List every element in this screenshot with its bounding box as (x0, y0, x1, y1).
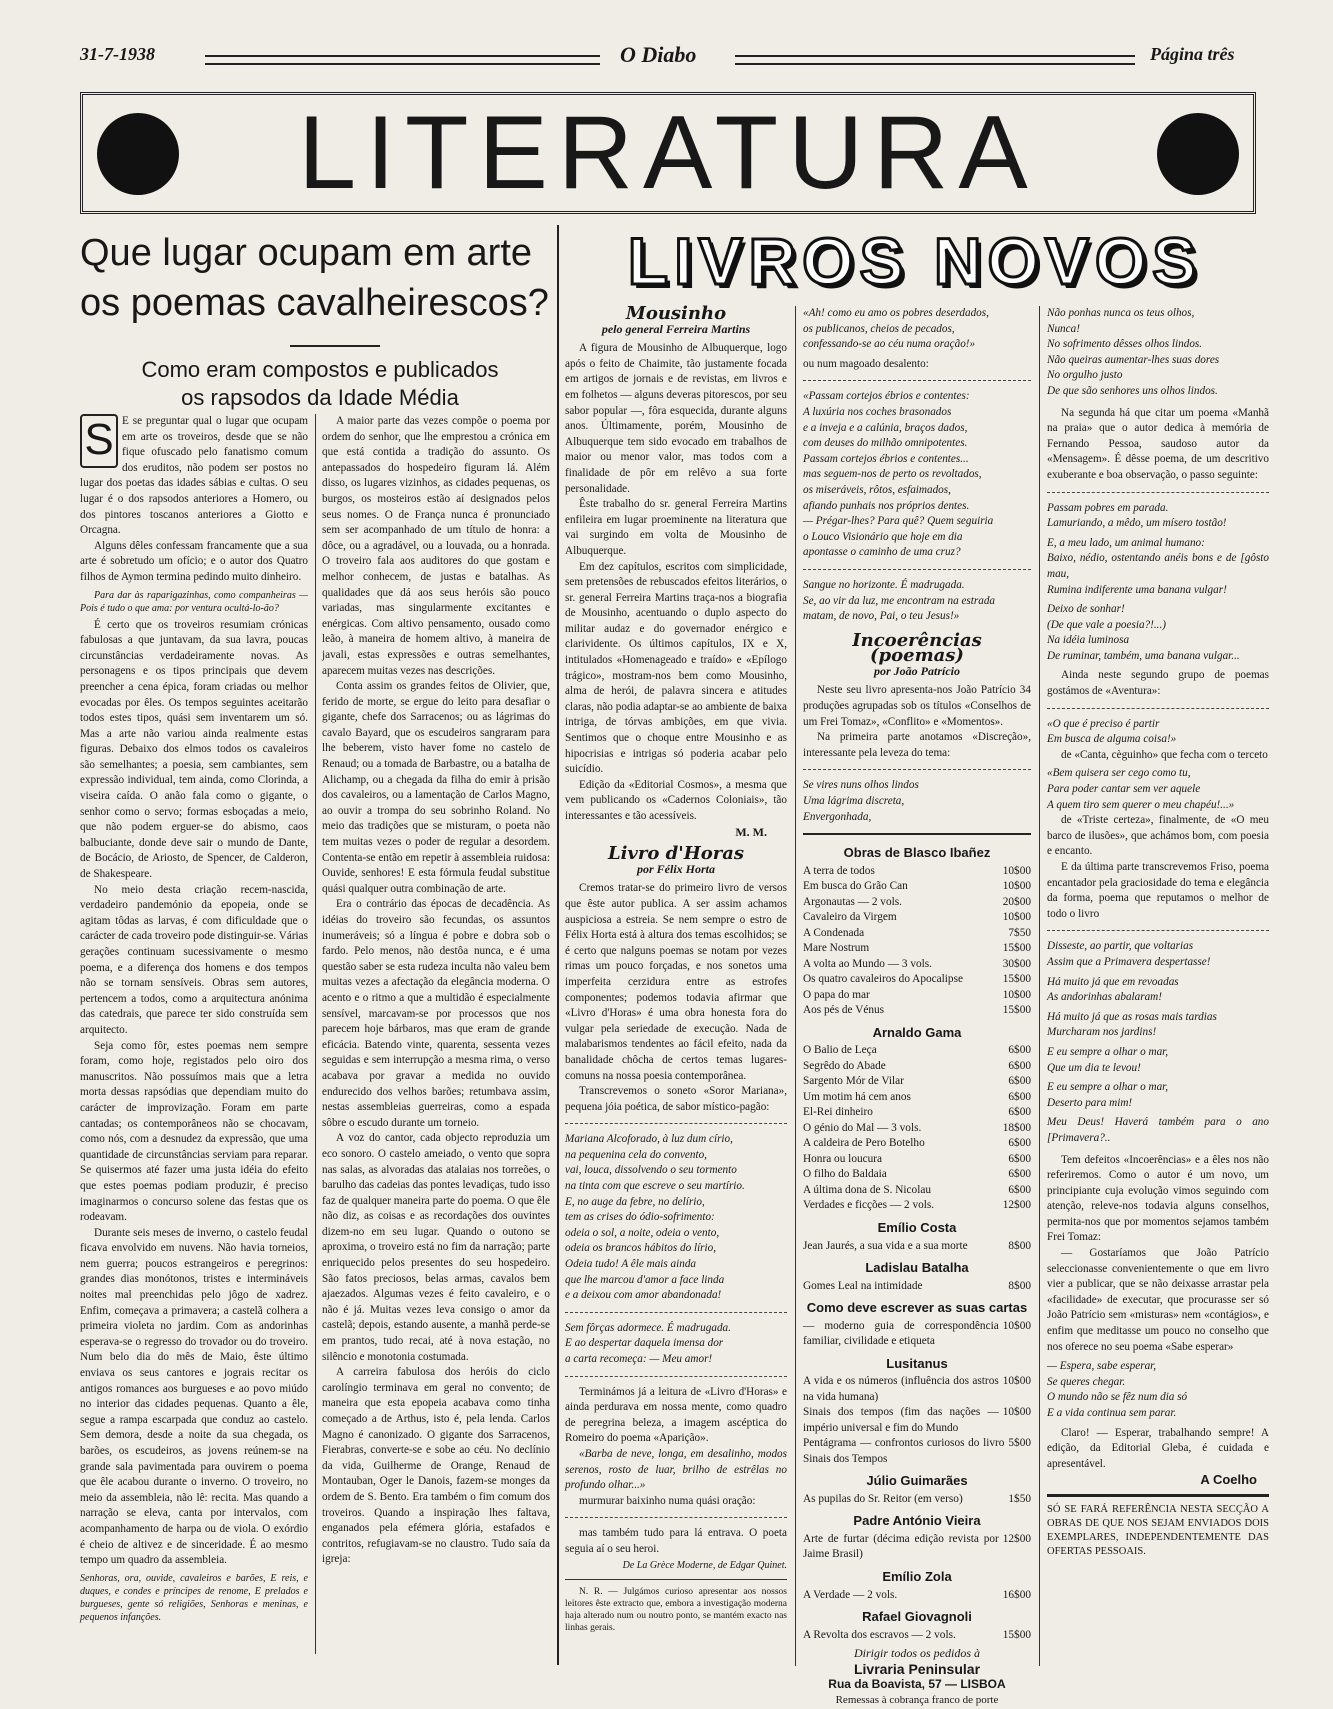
catalogue-item-price: 18$00 (1002, 1121, 1031, 1134)
catalogue-item-title: A volta ao Mundo — 3 vols. (803, 957, 932, 970)
poem-verse (803, 389, 1031, 561)
catalogue-item-price: 6$00 (1008, 1183, 1031, 1196)
livros-column-3 (1047, 306, 1269, 1666)
left-black-circle (97, 113, 179, 195)
article-paragraph: A maior parte das vezes compõe o poema por ordem do senhor, que lhe emprestou a crónica em que está contida a tradição do assunto. Os antepassados do hospedeiro figuram lá. Além disso, os lugares vizinhos, as cidades pequenas, os burgos, os mosteiros estão aí designados pelos seus nomes. O de França nunca é pronunciado sem ser acompanhado de um título de honra: a dôce, ou a agradável, ou a louvada, ou a honrada. O troveiro fala aos auditores do que gostam e melhor conhecem, de justas e batalhas. As qualidades que dá aos seus heróis são pouco variadas, mas singularmente excitantes e enérgicas. Com altivo pensamento, ousado como leão, à maneira de homem altivo, à maneira de javali, estas expressões e outras semelhantes, aparecem muitas vezes nas descrições. (322, 415, 550, 677)
subheadline-line-2: os rapsodos da Idade Média (181, 385, 459, 410)
verse-line: odeia os brancos hábitos do lírio, (565, 1242, 717, 1255)
catalogue-item-title: Sargento Mór de Vilar (803, 1075, 904, 1088)
article-quote: Para dar às raparigazinhas, como companheiras — Pois é tudo o que ama: por ventura ocultá-lo-ão? (80, 589, 308, 614)
catalogue-item-price: 10$00 (1002, 880, 1031, 893)
verse-separator (565, 1312, 787, 1313)
verse-line: E, a meu lado, um animal humano: (1047, 536, 1205, 549)
poem-verse (1047, 766, 1269, 813)
verse-line: A luxúria nos coches brasonados (803, 405, 952, 418)
catalogue-item-title: Os quatro cavaleiros do Apocalipse (803, 973, 963, 986)
article-paragraph: No meio desta criação recem-nascida, verdadeiro pandemónio da epopeia, onde se agitam tôdas as larvas, é com dificuldade que o carácter de cada troveiro pode distinguir-se. Várias gerações continuam sucessivamente o mesmo poema, e a diferença dos homens e dos tempos não se tornam sensíveis. Obras sem autores, pertencem a todos, como a arquitectura anónima das catedrais, que parece ter sido construída sem arquitecto. (80, 883, 308, 1036)
verse-line: No sofrimento dêsses olhos lindos. (1047, 338, 1203, 351)
catalogue-item-price: 10$00 (1002, 1406, 1031, 1419)
article-subheadline (80, 356, 560, 412)
catalogue-item-title: A Revolta dos escravos — 2 vols. (803, 1628, 956, 1641)
catalogue-item-title: Verdades e ficções — 2 vols. (803, 1199, 935, 1212)
mousinho-signature: M. M. (735, 824, 767, 839)
column-divider (315, 414, 316, 1654)
verse-line: Sangue no horizonte. É madrugada. (803, 578, 965, 591)
verse-line: Odeia tudo! A êle mais ainda (565, 1258, 697, 1271)
review-paragraph: E da última parte transcrevemos Friso, poema encantador pela graciosidade do tema e elegância da forma, poema que reputamos o melhor de todo o livro (1047, 861, 1269, 920)
verse-line: apontasse o caminho de uma cruz? (803, 546, 961, 559)
catalogue-item (803, 1588, 1031, 1604)
verse-line: Meu Deus! Haverá também para o ano [Primavera?.. (1047, 1116, 1269, 1144)
verse-line: Em busca de alguma coisa!» (1047, 733, 1177, 746)
verse-line: odeia o sol, a noite, odeia o vento, (565, 1226, 720, 1239)
catalogue-item (803, 1167, 1031, 1183)
dropcap: S (80, 414, 118, 468)
review-paragraph: Terminámos já a leitura de «Livro d'Horas» e ainda perdurava em nossa mente, como quadro de peregrina beleza, a imagem ascéptica do Romeiro do poema «Aparição». (565, 1385, 787, 1445)
catalogue-item-price: 8$00 (1008, 1239, 1031, 1252)
verse-line: Se vires nuns olhos lindos (803, 779, 919, 792)
catalogue-author: Ladislau Batalha (865, 1260, 969, 1275)
verse-line: «Bem quisera ser cego como tu, (1047, 767, 1191, 780)
headline-line-1: Que lugar ocupam em arte (80, 232, 533, 274)
article-paragraph: Alguns dêles confessam francamente que a sua arte é sobretudo um ofício; e o autor dos Quatro filhos de Aymon termina pedindo muito dinheiro. (80, 539, 308, 583)
banner-title: LITERATURA (298, 95, 1038, 211)
verse-line: que lhe marcou d'amor a face linda (565, 1273, 725, 1286)
verse-separator (1047, 708, 1269, 709)
verse-line: Uma lágrima discreta, (803, 795, 905, 808)
catalogue-item-price: 6$00 (1008, 1152, 1031, 1165)
catalogue-item-price: 6$00 (1008, 1137, 1031, 1150)
catalogue-author: Emílio Zola (882, 1568, 952, 1584)
incoerencias-byline: por João Patrício (874, 663, 960, 678)
catalogue-item-price: 10$00 (1002, 864, 1031, 877)
review-paragraph: Transcrevemos o soneto «Soror Mariana», pequena jóia poética, de sabor místico-pagão: (565, 1085, 787, 1113)
poem-verse (1047, 939, 1269, 1146)
headline-line-2: os poemas cavalheirescos? (80, 282, 549, 324)
catalogue-item-price: 12$00 (1002, 1532, 1031, 1545)
catalogue-item-price: 10$00 (1002, 1375, 1031, 1388)
verse-line: Envergonhada, (803, 810, 872, 823)
verse-line: E ao despertar daquela imensa dor (565, 1337, 724, 1350)
catalogue-item-price: 5$00 (1008, 1437, 1031, 1450)
verse-line: A quem tiro sem querer o meu chapéu!...» (1047, 798, 1235, 811)
verse-line: «O que é preciso é partir (1047, 717, 1160, 730)
verse-line: Se queres chegar. (1047, 1375, 1126, 1388)
verse-line: na tinta com que escreve o seu martírio. (565, 1180, 745, 1193)
verse-line: os publicanos, cheios de pecados, (803, 322, 955, 335)
verse-line: vai, louca, dissolvendo o seu tormento (565, 1164, 737, 1177)
soneto-verse-end (565, 1321, 787, 1368)
review-paragraph: Em dez capítulos, escritos com simplicidade, sem pretensões de rebuscados efeitos literários, o sr. general Ferreira Martins traça-nos a biografia de Mousinho, acentuando o duplo aspecto do militar audaz e do governador enérgico e clarividente. Os últimos capítulos, IX e X, intitulados «Homenageado e traído» e «Epílogo trágico», mostram-nos bem como Mousinho, alma de herói, de palavra sincera e atitudes claras, não podia adaptar-se ao ambiente de baixa intriga, de tórvas ambições, em que vivia. Sentimos que o choque entre Mousinho e as hipocrisias e intrigas só poderia acabar pelo suicídio. (565, 560, 787, 776)
article-reference: De La Grèce Moderne, de Edgar Quinet. (622, 1559, 787, 1571)
column-divider (795, 306, 796, 1666)
verse-line: Deixo de sonhar! (1047, 603, 1125, 616)
livros-column-1 (565, 303, 787, 1666)
verse-line: tem as crises do ódio-sofrimento: (565, 1211, 715, 1224)
catalogue-item (803, 988, 1031, 1004)
catalogue-author: Emílio Costa (877, 1219, 957, 1235)
livros-novos-title: LIVROS NOVOS (627, 224, 1203, 298)
poem-verse (803, 578, 1031, 625)
catalogue-footer-2: Livraria Peninsular (853, 1660, 981, 1677)
review-paragraph: A figura de Mousinho de Albuquerque, logo após o feito de Chaimite, tão justamente focada em artigos de jornais e de revistas, em livros e em folhetos — alguns deveras pitorescos, por seu sabor popular —, fôra esquecida, durante alguns anos. Últimamente, porém, Mousinho de Albuquerque tem sido evocado em trabalhos de maior ou menor valor, mas todos com a finalidade de pôr em relêvo a sua forte personalidade. (565, 342, 787, 495)
catalogue-item-price: 20$00 (1002, 895, 1031, 908)
catalogue-item (803, 1105, 1031, 1121)
catalogue-item-price: 6$00 (1008, 1168, 1031, 1181)
review-paragraph: Edição da «Editorial Cosmos», a mesma que vem publicando os «Cadernos Coloniais», tão interessantes e tão acessíveis. (565, 778, 787, 822)
soneto-verse (565, 1132, 787, 1304)
verse-line: com deuses do milhão omnipotentes. (803, 437, 968, 450)
verse-separator (1047, 930, 1269, 931)
literatura-banner (80, 92, 1256, 214)
catalogue-item (803, 941, 1031, 957)
review-paragraph: Cremos tratar-se do primeiro livro de versos que êste autor publica. A ser assim achamos auspiciosa a estreia. Se nem sempre o estro de Félix Horta está à altura dos temas escolhidos; se é certo que nalguns poemas se notam por vezes rimas um pouco forçadas, e nos sonetos uma imperfeita cerzidura entre as estrofes componentes; podemos todavia afirmar que «Livro d'Horas» é uma obra honesta fora do vulgar pela seriedade de execução. Nada de malabarismos tendentes ao fácil efeito, nada da banalidade chôcha de certos temas lugares-comuns na nossa poesia contemporânea. (565, 882, 787, 1082)
verse-line: Deserto para mim! (1047, 1096, 1133, 1109)
catalogue-author: Obras de Blasco Ibañez (843, 845, 991, 861)
review-paragraph: murmurar baixinho numa quási oração: (579, 1494, 756, 1507)
catalogue-item (803, 895, 1031, 911)
catalogue-item (803, 1374, 1031, 1405)
catalogue-item-price: 15$00 (1002, 973, 1031, 986)
catalogue-item-title: A última dona de S. Nicolau (803, 1183, 932, 1196)
verse-line: e a deixou com amor abandonada! (565, 1289, 722, 1302)
catalogue-item-price: 15$00 (1002, 942, 1031, 955)
verse-separator (565, 1517, 787, 1518)
verse-separator (803, 380, 1031, 381)
catalogue-item (803, 910, 1031, 926)
catalogue-item-title: Aos pés de Vénus (803, 1004, 885, 1017)
catalogue-footer-3: Rua da Boavista, 57 — LISBOA (828, 1677, 1006, 1692)
subheadline-line-1: Como eram compostos e publicados (141, 357, 499, 382)
verse-line: na pequenina cela do convento, (565, 1148, 707, 1161)
catalogue-footer-1: Dirigir todos os pedidos à (853, 1646, 980, 1661)
verse-line: mas seguem-nos de perto os revoltados, (803, 468, 982, 481)
livro-horas-heading: Livro d'Horas (607, 843, 745, 865)
catalogue-item (803, 972, 1031, 988)
article-paragraph: Durante seis meses de inverno, o castelo feudal ficava envolvido em nuvens. Não havia torneios, nem guerra; poucos estrangeiros e peregrinos: grandes dias monótonos, tristes e intermináveis noites mal preenchidas pelo jôgo de xadrez. Enfim, começava a primavera; a castelã colhera a primeira violeta no jardim. Com as andorinhas esperava-se o regresso do trovador ou do troveiro. Num belo dia do mês de Maio, êste último enviava os seus cantores e jograis recitar os antigos romances aos burgueses e ao povo miúdo no interior das cidades pequenas. Quanto a êle, segue a rampa escarpada que conduz ao castelo. Sem demora, desde a noite da sua chegada, os barões, os escudeiros, as jovens reúnem-se na grande sala pavimentada para ouvirem o poema que êle acabou durante o inverno. O troveiro, no meio da assembleia, não lê: recita. Mas quando a narração se eleva, canta por intervalos, com acompanhamento de harpa ou de viola. O exórdio é cheio de altivez e de sinceridade. É ao mesmo tempo um quadro da assembleia. (80, 1226, 308, 1567)
verse-line: a carta recomeça: — Meu amor! (565, 1353, 713, 1365)
catalogue-item (803, 1239, 1031, 1255)
catalogue-item (803, 1043, 1031, 1059)
review-paragraph: Na primeira parte anotamos «Discreção», interessante pela leveza do tema: (803, 731, 1031, 759)
catalogue-item (803, 1279, 1031, 1295)
review-paragraph: Tem defeitos «Incoerências» e a êles nos não referiremos. Como o autor é um novo, um principiante cuja evolução vimos seguindo com atenção, releve-nos todavia alguns conselhos, permita-nos que por momentos sejamos também Frei Tomaz: (1047, 1153, 1269, 1244)
editor-note: N. R. — Julgámos curioso apresentar aos nossos leitores êste extracto que, embora a investigação moderna haja alterado num ou noutro ponto, se mantém exacto nas linhas gerais. (565, 1587, 787, 1634)
verse-separator (803, 769, 1031, 770)
catalogue-item-price: 10$00 (1002, 988, 1031, 1001)
verse-line: Passam pobres em parada. (1047, 501, 1169, 514)
issue-date: 31-7-1938 (80, 44, 155, 64)
catalogue-author: Como deve escrever as suas cartas (806, 1300, 1028, 1316)
verse-line: Para poder cantar sem ver aquele (1047, 783, 1201, 796)
verse-line: Nunca! (1047, 322, 1080, 335)
livros-column-2 (803, 306, 1031, 1706)
catalogue-item (803, 1003, 1031, 1019)
submission-notice: SÓ SE FARÁ REFERÊNCIA NESTA SECÇÃO A OBRAS DE QUE NOS SEJAM ENVIADOS DOIS EXEMPLARES, INDEPENDENTEMENTE DAS OFERTAS PESSOAIS. (1047, 1503, 1269, 1557)
verse-line: «Ah! como eu amo os pobres deserdados, (803, 307, 989, 319)
mousinho-byline: pelo general Ferreira Martins (601, 321, 751, 336)
verse-line: — Prégar-lhes? Para quê? Quem seguiria (803, 515, 994, 528)
verse-line: Rumina indiferente uma banana vulgar! (1047, 583, 1227, 596)
catalogue-item-title: A Verdade — 2 vols. (803, 1588, 898, 1601)
note-rule (565, 1579, 787, 1580)
verse-separator (1047, 492, 1269, 493)
catalogue-item (803, 1532, 1031, 1563)
section-divider (557, 225, 559, 1665)
verse-line: Se, ao vir da luz, me encontram na estrada (803, 594, 996, 607)
verse-line: Assim que a Primavera despertasse! (1047, 955, 1211, 968)
verse-line: No orgulho justo (1047, 369, 1123, 382)
verse-line: De que são senhores uns olhos lindos. (1047, 384, 1218, 397)
catalogue-item-title: Cavaleiro da Virgem (803, 911, 897, 924)
verse-line: «Passam cortejos ébrios e contentes: (803, 390, 970, 403)
verse-line: Sem fôrças adormece. É madrugada. (565, 1321, 731, 1334)
incoerencias-heading: Incoerências (poemas) (852, 629, 982, 667)
header-rule-right (735, 55, 1135, 65)
catalogue-author: Rafael Giovagnoli (862, 1609, 972, 1625)
catalogue-item (803, 1198, 1031, 1214)
article-column-1 (80, 414, 308, 1664)
catalogue-item-title: Gomes Leal na intimidade (803, 1279, 923, 1292)
catalogue-item-price: 6$00 (1008, 1044, 1031, 1057)
verse-line: Murcharam nos jardins! (1047, 1026, 1157, 1039)
book-catalogue (803, 833, 1031, 1708)
review-signature: A Coelho (1200, 1472, 1257, 1488)
catalogue-item-price: 6$00 (1008, 1106, 1031, 1119)
catalogue-item (803, 1436, 1031, 1467)
article-paragraph: A voz do cantor, cada objecto reproduzia um eco sonoro. O castelo ameiado, o vento que sopra nas salas, as alvoradas das atalaias nos torreões, o barulho das cadeias das pontes levadiças, tudo isso faz de qualquer maneira parte do poema. O que êle não diz, as coisas e as recordações dos ouvintes dizem-no em seu lugar. Quando o outono se aproxima, o troveiro está no fim da narração; parte enriquecido pelos presentes do seu hospedeiro. São fatos preciosos, belas armas, cavalos bem ajaezados. Algumas vezes é feito cavaleiro, e o não é já. Muitas vezes leva consigo o amor da castelã; depois, estando ausente, a manhã perde-se em prantos, tudo recai, até à nova estação, no silêncio e monotonia costumada. (322, 1132, 550, 1363)
verse-line: Não queiras aumentar-lhes suas dores (1047, 353, 1220, 366)
catalogue-item-price: 10$00 (1002, 1319, 1031, 1332)
catalogue-item (803, 1059, 1031, 1075)
page-number: Página três (1150, 44, 1235, 64)
notice-rule (1047, 1494, 1269, 1497)
verse-line: E eu sempre a olhar o mar, (1047, 1081, 1169, 1094)
catalogue-author: Júlio Guimarães (866, 1473, 968, 1489)
catalogue-item-price: 12$00 (1002, 1199, 1031, 1212)
headline-divider (290, 345, 380, 347)
verse-line: afiando punhais nos próprios dentes. (803, 499, 970, 512)
review-paragraph: Neste seu livro apresenta-nos João Patrício 34 produções agrupadas sob os títulos «Conselhos de um Frei Tomaz», «Conflito» e «Momentos». (803, 684, 1031, 728)
catalogue-item-title: Mare Nostrum (803, 942, 870, 955)
verse-line: E a vida continua sem parar. (1047, 1407, 1177, 1419)
catalogue-item-price: 1$50 (1008, 1492, 1031, 1505)
article-paragraph: É certo que os troveiros resumiam crónicas fabulosas a que juntavam, da sua lavra, poucas circunstâncias verdadeiramente novas. As personagens e os tipos principais que devem preencher a cena épica, foram criadas ou melhor evocadas por êles. Os tempos seguintes aceitarão todos estes tipos, quási sem inventarem um só. Mas a arte não variou ainda realmente estas figuras. Debaixo dos elmos todos os cavaleiros são semelhantes; a poesia, sem cambiantes, sem expressão individual, tem ainda, como Clorinda, a viseira caída. O anão fala como o gigante, o senhor como o servo; formas esboçadas a meio, que não podem erguer-se do abismo, caos balbuciante, donde deve sair o mundo de Dante, de Bocácio, de Ariosto, de Spencer, de Calderon, de Shakespeare. (80, 618, 308, 881)
catalogue-item-price: 6$00 (1008, 1090, 1031, 1103)
catalogue-item-title: A Condenada (803, 926, 865, 939)
catalogue-item (803, 1492, 1031, 1508)
poem-verse (803, 306, 1031, 353)
catalogue-item-title: El-Rei dinheiro (803, 1106, 873, 1119)
verse-line: matam, de novo, Pai, o teu Jesus!» (803, 610, 960, 623)
catalogue-item-title: As pupilas do Sr. Reitor (em verso) (803, 1492, 963, 1505)
verse-line: Lamuriando, a mêdo, um mísero tostão! (1047, 517, 1227, 530)
catalogue-item (803, 926, 1031, 942)
article-paragraph: A carreira fabulosa dos heróis do ciclo carolíngio terminava em geral no convento; de maneira que esta epopeia acabava como tinha começado a de Arthus, isto é, pela lenda. Carlos Magno é canonizado. O gigante dos Sarracenos, Fierabras, converte-se e sobe ao céu. No declínio da vida, Guilherme de Orange, Renaud de Montauban, Oger le Danois, fazem-se monges da ordem de S. Bento. Era também o fim comum dos troveiros. Quando a inspiração lhes faltava, enganados pela efémera glória, estafados e contritos, refugiavam-se no claustro. Tudo saía da igreja: (322, 1366, 550, 1566)
catalogue-item (803, 1090, 1031, 1106)
header-rule-left (205, 55, 600, 65)
article-verse: Senhoras, ora, ouvide, cavaleiros e barões, E reis, e duques, e condes e príncipes de renome, E prelados e burgueses, gente só religiões, Senhoras e meninas, e pequenos infanções. (80, 1572, 308, 1623)
catalogue-item-title: Um motim há cem anos (803, 1090, 911, 1103)
catalogue-item (803, 1074, 1031, 1090)
catalogue-item-title: Argonautas — 2 vols. (803, 895, 902, 908)
poem-connector: ou num magoado desalento: (803, 357, 929, 370)
review-quote: «Barba de neve, longa, em desalinho, modos serenos, rosto de luar, brilho de estrêlas no profundo olhar...» (565, 1447, 787, 1492)
poem-verse (1047, 717, 1269, 748)
review-paragraph: de «Triste certeza», finalmente, de «O meu barco de ilusões», que achámos bom, com poesia e encanto. (1047, 814, 1269, 858)
catalogue-item (803, 879, 1031, 895)
catalogue-item-price: 6$00 (1008, 1075, 1031, 1088)
verse-line: De ruminar, também, uma banana vulgar... (1047, 649, 1240, 662)
article-headline (80, 228, 560, 328)
mousinho-heading: Mousinho (625, 303, 727, 324)
verse-line: o Louco Visionário que hoje em dia (803, 530, 963, 543)
catalogue-item-price: 15$00 (1002, 1004, 1031, 1017)
verse-line: Mariana Alcoforado, à luz dum círio, (565, 1133, 733, 1146)
review-paragraph: Na segunda há que citar um poema «Manhã na praia» que o autor dedica à memória de Fernando Pessoa, saudoso autor da «Mensagem». É dêsse poema, de um descritivo exuberante e boa observação, o passo seguinte: (1047, 406, 1269, 481)
verse-line: Passam cortejos ébrios e contentes... (803, 452, 969, 465)
review-paragraph: de «Canta, cèguinho» que fecha com o terceto (1061, 748, 1268, 761)
verse-line: E, no auge da febre, no delírio, (565, 1195, 705, 1208)
catalogue-item (803, 957, 1031, 973)
catalogue-item-title: A vida e os números (influência dos astros na vida humana) (803, 1375, 999, 1403)
verse-line: Há muito já que em revoadas (1047, 975, 1179, 988)
article-paragraph: E se preguntar qual o lugar que ocupam em arte os troveiros, desde que se não fique ofuscado pelo fanatismo comum dos eruditos, não podem ser postos no lugar dos poetas das idades sábias e cultas. O seu lugar é o dos rapsodos anteriores a Homero, ou dos pintores toscanos anteriores a Giotto e Orcagna. (80, 415, 308, 537)
verse-line: Disseste, ao partir, que voltarias (1047, 940, 1194, 953)
catalogue-item-title: Arte de furtar (décima edição revista por Jaime Brasil) (803, 1532, 999, 1561)
verse-line: — Espera, sabe esperar, (1047, 1360, 1157, 1373)
verse-line: E eu sempre a olhar o mar, (1047, 1045, 1169, 1058)
verse-line: Que um dia te levou! (1047, 1061, 1141, 1074)
verse-line: confessando-se ao céu numa oração!» (803, 338, 976, 351)
catalogue-item (803, 1136, 1031, 1152)
poem-verse (1047, 306, 1269, 400)
catalogue-item-title: Em busca do Grão Can (803, 880, 908, 893)
catalogue-item-price: 16$00 (1002, 1588, 1031, 1601)
poem-verse (1047, 1359, 1269, 1421)
catalogue-item-price: 7$50 (1008, 926, 1031, 939)
verse-line: O mundo não se fêz num dia só (1047, 1391, 1188, 1404)
catalogue-item-title: A caldeira de Pero Botelho (803, 1137, 925, 1150)
catalogue-item-title: Pentágrama — confrontos curiosos do livro Sinais dos Tempos (803, 1437, 1005, 1465)
catalogue-list (803, 845, 1031, 1643)
catalogue-author: Padre António Vieira (853, 1513, 981, 1529)
article-column-2 (322, 414, 550, 1664)
catalogue-author: Lusitanus (886, 1355, 948, 1371)
verse-line: e a inveja e a calúnia, braços dados, (803, 421, 968, 434)
article-paragraph: Conta assim os grandes feitos de Olivier, que, ferido de morte, se ergue do leito para desafiar o gigante, chefe dos Sarracenos; ou as lágrimas do cavalo Bayard, que os escudeiros sangraram para lhe beberem, visto haver fome no castelo de Renaud; ou a tomada de Barbastre, ou a batalha de Alichamp, ou a chegada da filha do emir à prisão dos cavaleiros, ou a lamentação de Carlos Magno, ao ouvir a trompa do seu sobrinho Roland. No meio das tradições que se misturam, o poeta não tem muitas vezes o poder de regular a desordem. Contenta-se então em repetir à assembleia ruidosa: Ouvide, senhores! E esta fórmula feudal substitue quási qualquer outra combinação de arte. (322, 680, 550, 895)
catalogue-item (803, 1152, 1031, 1168)
catalogue-footer-4: Remessas à cobrança franco de porte (835, 1693, 999, 1706)
catalogue-item (803, 1628, 1031, 1644)
review-paragraph: Ainda neste segundo grupo de poemas gostámos de «Aventura»: (1047, 669, 1269, 698)
verse-line: Há muito já que as rosas mais tardias (1047, 1010, 1217, 1023)
review-paragraph: Êste trabalho do sr. general Ferreira Martins enfileira em lugar proeminente na literatura que vai surgindo em volta de Mousinho de Albuquerque. (565, 498, 787, 557)
verse-line: Na idéia luminosa (1047, 634, 1130, 647)
column-divider (1039, 306, 1040, 1666)
article-paragraph: Seja como fôr, estes poemas nem sempre foram, como hoje, registados pelo oiro dos manuscritos. Não possuímos mais que a letra morta dessas rapsódias que dependiam muito do carácter de improvização. Foram em parte cantadas; os contemporâneos não se chocavam, como nós, com a desnudez da expressão, que uma quantidade de circunstâncias serviam para reparar. Se quisermos até fazer uma justa idéia do efeito que estes poemas podiam produzir, é preciso imaginarmos o concurso solene das festas que os rodeavam. (80, 1039, 308, 1224)
poem-verse (803, 778, 1031, 825)
catalogue-item (803, 1319, 1031, 1350)
verse-separator (803, 569, 1031, 570)
catalogue-item-title: O filho do Baldaia (803, 1168, 887, 1181)
verse-line: As andorinhas abalaram! (1047, 991, 1162, 1004)
review-paragraph: Claro! — Esperar, trabalhando sempre! A edição, da Editorial Gleba, é cuidada e apresentável. (1047, 1426, 1269, 1470)
catalogue-item-title: O papa do mar (803, 988, 870, 1001)
catalogue-item-price: 15$00 (1002, 1628, 1031, 1641)
verse-separator (565, 1123, 787, 1124)
catalogue-item-title: Honra ou loucura (803, 1152, 883, 1165)
catalogue-author: Arnaldo Gama (872, 1024, 962, 1040)
livro-horas-byline: por Félix Horta (636, 861, 715, 876)
catalogue-item (803, 864, 1031, 880)
catalogue-item-price: 10$00 (1002, 911, 1031, 924)
verse-line: os miseráveis, rôtos, esfaimados, (803, 483, 951, 496)
catalogue-item (803, 1405, 1031, 1436)
catalogue-item-price: 6$00 (1008, 1059, 1031, 1072)
catalogue-item-title: Sinais dos tempos (fim das nações — império universal e fim do Mundo (803, 1406, 999, 1434)
catalogue-item-title: — moderno guia de correspondência familiar, civilidade e etiqueta (803, 1319, 999, 1348)
verse-line: Não ponhas nunca os teus olhos, (1047, 307, 1195, 319)
catalogue-item-title: Segrêdo do Abade (803, 1059, 886, 1072)
article-paragraph: Era o contrário das épocas de decadência. As idéias do troveiro são fecundas, os assuntos inumeráveis; só a língua é pobre e dobra sob o fardo. Pelo menos, não destôa nunca, e é uma questão saber se esta rudeza inculta não valeu bem muitas vezes a afectação da elegância moderna. O acento e o ritmo a que a multidão é especialmente sensível, marcavam-se por processos que nos parecem hoje bárbaros, mas que eram de grande eficácia. Batendo vinte, quarenta, sessenta vezes seguidas e sem interrupção a mesma rima, o verso acabava por gravar a medida no ouvido endurecido dos velhos barões; retumbava assim, nestas assembleias guerreiras, como a espada sôbre o escudo durante um torneio. (322, 898, 550, 1129)
catalogue-item-title: O Balio de Leça (803, 1044, 877, 1057)
catalogue-item (803, 1121, 1031, 1137)
verse-line: (De que vale a poesia?!...) (1047, 618, 1166, 631)
verse-separator (565, 1376, 787, 1377)
newspaper-name: O Diabo (620, 42, 697, 67)
article-continuation: mas também tudo para lá entrava. O poeta seguia aí o seu heroi. (565, 1527, 787, 1555)
right-black-circle (1157, 113, 1239, 195)
review-paragraph: — Gostaríamos que João Patrício seleccionasse convenientemente o que em livro vier a publicar, que se não deixasse arrastar pela «facilidade» de executar, que procurasse ser só João Patrício sem «misturas» nem «contágios», e enfim que meditasse um pouco no conselho que nos oferece no seu poema «Sabe esperar» (1047, 1247, 1269, 1353)
catalogue-item-title: O génio do Mal — 3 vols. (803, 1121, 922, 1134)
poem-verse (1047, 501, 1269, 665)
catalogue-item-title: A terra de todos (803, 864, 875, 877)
catalogue-item-price: 30$00 (1002, 957, 1031, 970)
catalogue-item (803, 1183, 1031, 1199)
catalogue-item-price: 8$00 (1008, 1279, 1031, 1292)
verse-line: Baixo, nédio, ostentando anéis bons e de [gôsto mau, (1047, 552, 1269, 580)
catalogue-item-title: Jean Jaurés, a sua vida e a sua morte (803, 1239, 968, 1252)
